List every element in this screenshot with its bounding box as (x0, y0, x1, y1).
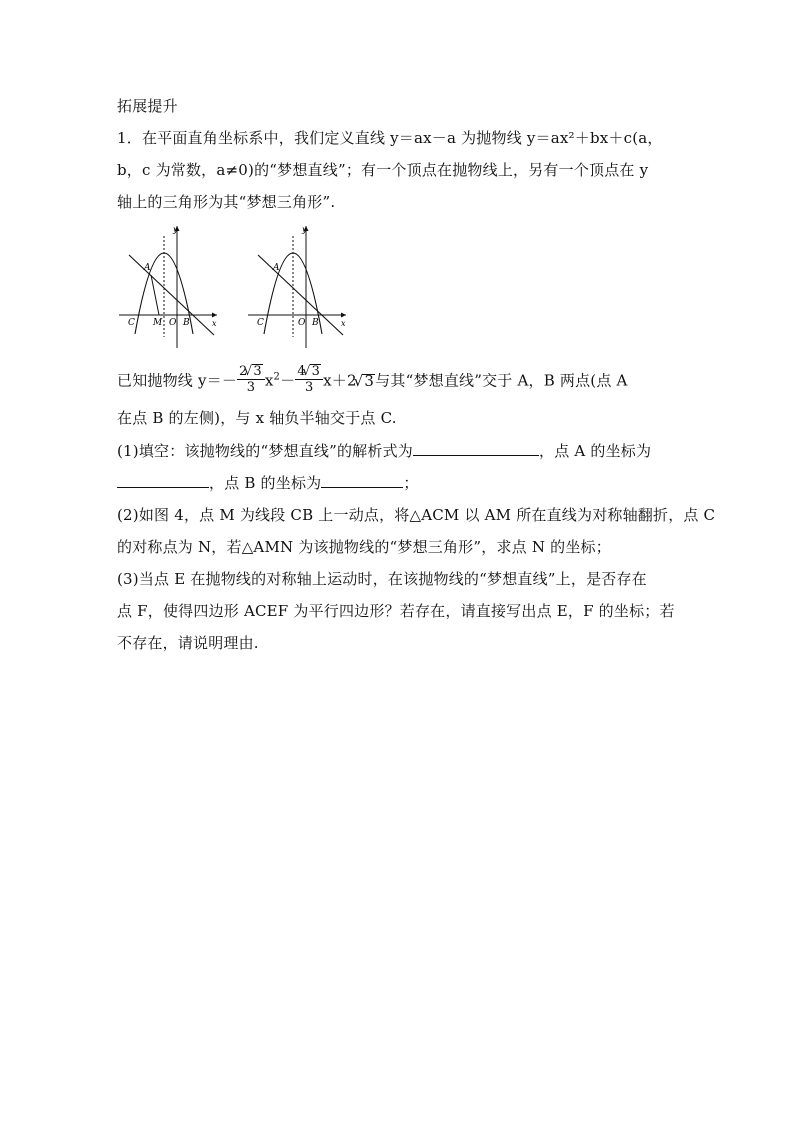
frac1-coef: 2 (239, 364, 248, 379)
answer-blank-dream-line[interactable] (413, 443, 539, 456)
problem-line-3: 轴上的三角形为其“梦想三角形”. (117, 193, 336, 211)
frac2-radicand: √ 3 (310, 364, 321, 378)
fig2-label-a: A (273, 263, 280, 273)
given-line-1 (117, 366, 628, 397)
x-squared-exponent: 2 (273, 371, 281, 383)
x-plus-two: x＋2 (323, 371, 357, 390)
fig1-label-o: O (169, 318, 177, 328)
q2-line-2: 的对称点为 N，若△AMN 为该抛物线的“梦想三角形”，求点 N 的坐标； (117, 538, 611, 556)
answer-blank-point-a[interactable] (117, 475, 209, 488)
x-squared-base: x (264, 371, 274, 390)
problem-line-1: 1．在平面直角坐标系中，我们定义直线 y＝ax－a 为抛物线 y＝ax²＋bx＋c(a， (117, 129, 663, 147)
frac2-denominator: 3 (304, 380, 314, 395)
fig1-label-x: x (212, 319, 217, 328)
fraction-4sqrt3-over-3 (295, 364, 323, 395)
fig1-label-m: M (153, 318, 163, 328)
q1-line-1 (117, 441, 651, 461)
problem-line-2: b，c 为常数，a≠0)的“梦想直线”；有一个顶点在抛物线上，另有一个顶点在 y (117, 161, 649, 179)
figure-1-graph (117, 222, 222, 350)
fig2-label-x: x (341, 319, 346, 328)
q1-text-a: (1)填空：该抛物线的“梦想直线”的解析式为 (117, 442, 413, 460)
given-suffix: 与其“梦想直线”交于 A，B 两点(点 A (375, 371, 628, 390)
q1-text-d: ； (403, 474, 419, 492)
section-title: 拓展提升 (117, 97, 178, 115)
q1-text-c: ，点 B 的坐标为 (209, 474, 322, 492)
fig2-label-b: B (312, 318, 319, 328)
fig2-label-c: C (257, 318, 264, 328)
q3-line-1: (3)当点 E 在抛物线的对称轴上运动时，在该抛物线的“梦想直线”上，是否存在 (117, 570, 647, 588)
minus-sign: － (280, 371, 296, 390)
fraction-2sqrt3-over-3 (237, 364, 265, 395)
fig1-label-c: C (128, 318, 135, 328)
q1-line-2 (117, 473, 419, 493)
given-prefix: 已知抛物线 y＝－ (117, 371, 238, 390)
fig2-label-y: y (302, 225, 307, 234)
fig1-label-b: B (183, 318, 190, 328)
fig1-label-y: y (173, 225, 178, 234)
given-line-2: 在点 B 的左侧)，与 x 轴负半轴交于点 C. (117, 409, 397, 427)
q3-line-2: 点 F，使得四边形 ACEF 为平行四边形？若存在，请直接写出点 E，F 的坐标；若 (117, 602, 675, 620)
fig2-label-o: O (298, 318, 306, 328)
sqrt-three: √ 3 (362, 374, 376, 388)
frac1-denominator: 3 (246, 380, 256, 395)
fig1-label-a: A (144, 263, 151, 273)
q3-line-3: 不存在，请说明理由. (117, 634, 259, 652)
frac2-coef: 4 (297, 364, 306, 379)
answer-blank-point-b[interactable] (321, 475, 403, 488)
figure-2-graph (246, 222, 351, 350)
q1-text-b: ，点 A 的坐标为 (539, 442, 652, 460)
q2-line-1: (2)如图 4，点 M 为线段 CB 上一动点，将△ACM 以 AM 所在直线为对称轴翻折，点 C (117, 506, 716, 524)
frac1-radicand: √ 3 (252, 364, 263, 378)
